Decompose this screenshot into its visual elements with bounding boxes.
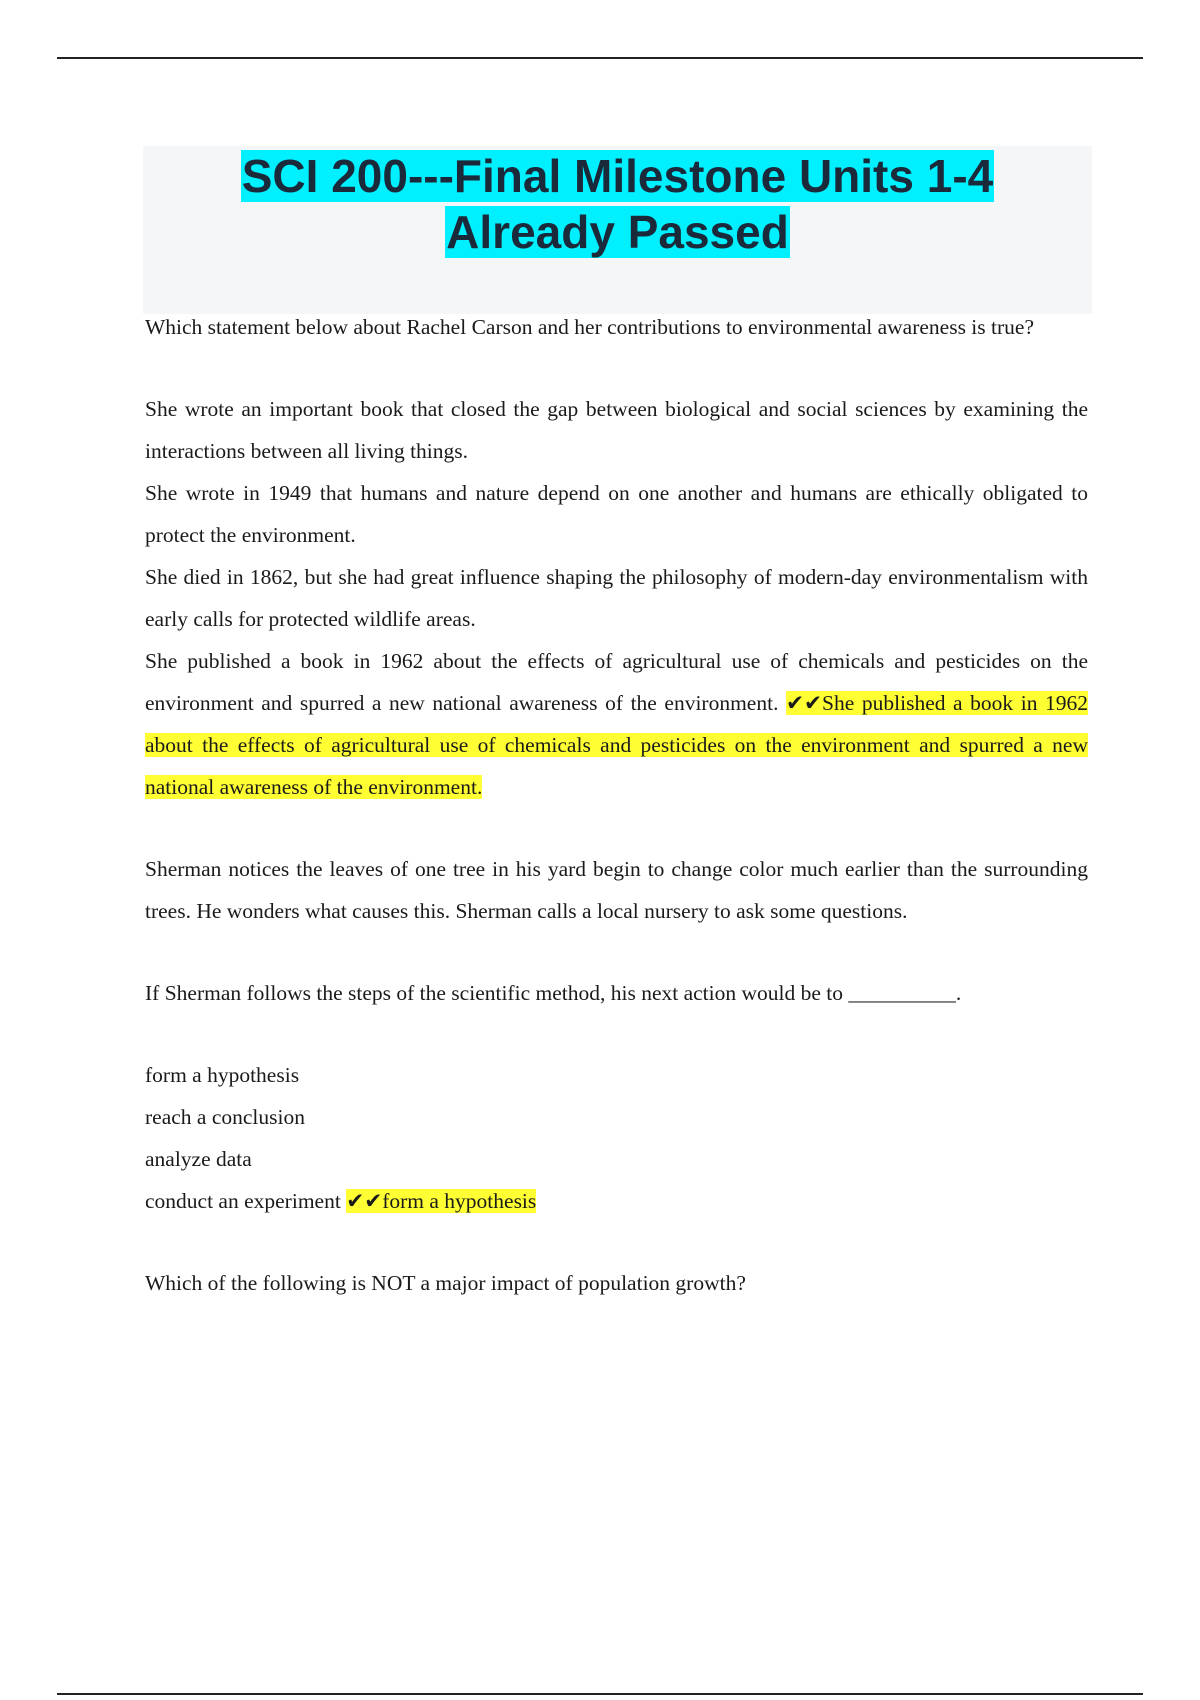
- q1-option-1: She wrote an important book that closed the gap between biological and social sciences by examining the interactions between all living things.: [145, 397, 1088, 463]
- q1-answer: ✔✔She published a book in 1962 about the effects of agricultural use of chemicals and pesticides on the environment and spurred a new national awareness of the environment.: [145, 691, 1089, 799]
- question-3: Which of the following is NOT a major impact of population growth?: [145, 1271, 746, 1295]
- q2-option-3: analyze data: [145, 1147, 252, 1171]
- title-line-1: SCI 200---Final Milestone Units 1-4: [241, 150, 994, 202]
- q2-option-1: form a hypothesis: [145, 1063, 300, 1087]
- q2-option-4-row: [145, 1180, 1088, 1222]
- question-2-scenario: Sherman notices the leaves of one tree in his yard begin to change color much earlier than the surrounding trees. He wonders what causes this. Sherman calls a local nursery to ask some questions.: [145, 857, 1088, 923]
- q2-answer: ✔✔form a hypothesis: [346, 1189, 537, 1213]
- title-line-2: Already Passed: [446, 206, 789, 258]
- question-2: If Sherman follows the steps of the scientific method, his next action would be to __________.: [145, 981, 962, 1005]
- document-title: [143, 146, 1092, 260]
- q1-option-3: She died in 1862, but she had great influence shaping the philosophy of modern-day environmentalism with early calls for protected wildlife areas.: [145, 565, 1088, 631]
- q1-option-4-text: She published a book in 1962 about the effects of agricultural use of chemicals and pesticides on the environment and spurred a new national awareness of the environment.: [145, 649, 1088, 715]
- q2-option-2: reach a conclusion: [145, 1105, 305, 1129]
- top-rule: [57, 57, 1143, 59]
- bottom-rule: [57, 1693, 1143, 1695]
- document-body: [145, 306, 1088, 1304]
- q2-option-4: conduct an experiment: [145, 1189, 341, 1213]
- q1-option-2: She wrote in 1949 that humans and nature depend on one another and humans are ethically obligated to protect the environment.: [145, 481, 1088, 547]
- question-1: Which statement below about Rachel Carson and her contributions to environmental awareness is true?: [145, 315, 1034, 339]
- title-block: [143, 146, 1092, 314]
- q1-option-4: [145, 640, 1088, 808]
